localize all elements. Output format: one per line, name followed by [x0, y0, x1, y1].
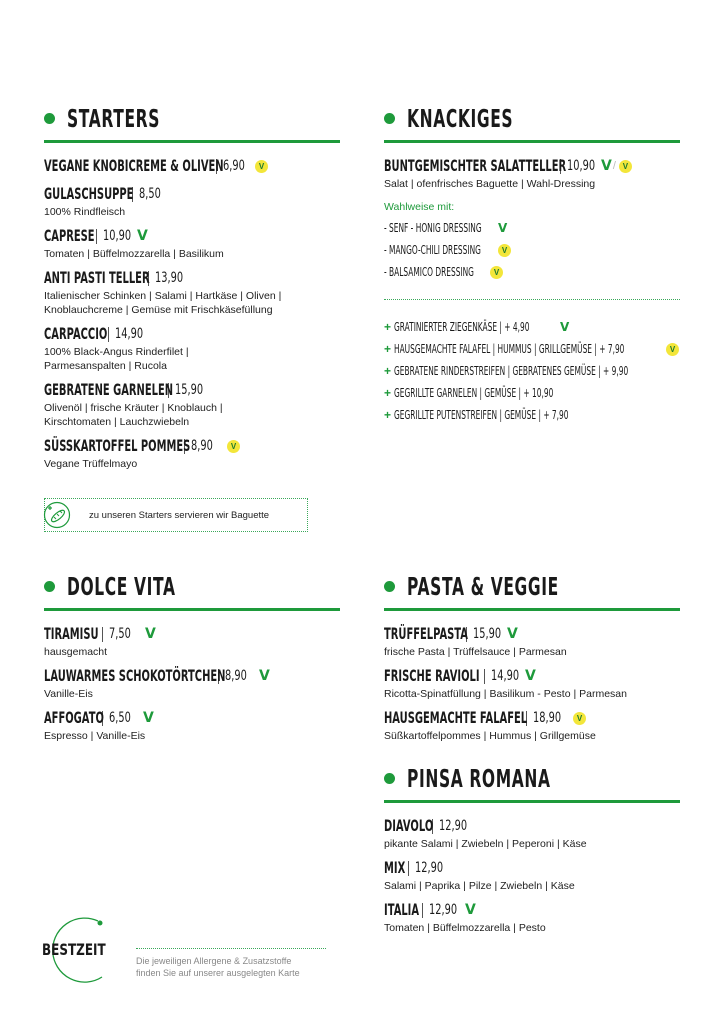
vegan-icon: V	[255, 160, 268, 173]
dressing-name: - BALSAMICO DRESSING	[384, 265, 474, 279]
addon-option	[384, 404, 680, 426]
starters-header	[44, 98, 340, 138]
allergen-note-line: Die jeweiligen Allergene & Zusatzstoffe	[136, 956, 292, 966]
section-title: STARTERS	[67, 103, 160, 133]
slash-divider: /	[612, 160, 616, 172]
dressing-option	[384, 239, 680, 261]
vegan-icon: V	[498, 244, 511, 257]
item-price: 6,50	[109, 710, 131, 726]
item-price: 18,90	[533, 710, 562, 726]
bullet-icon	[384, 581, 395, 592]
wahlweise-label: Wahlweise mit:	[384, 201, 455, 213]
bestzeit-logo	[42, 915, 122, 987]
section-rule	[44, 608, 340, 611]
menu-item	[384, 665, 680, 701]
knackiges-header	[384, 98, 680, 138]
divider	[384, 299, 680, 300]
menu-item	[384, 155, 680, 191]
vegetarian-icon: V	[507, 626, 518, 642]
addon-text: HAUSGEMACHTE FALAFEL | HUMMUS | GRILLGEMÜSE | + 7,90	[394, 342, 625, 356]
vegetarian-icon: V	[145, 626, 156, 642]
item-name: GEBRATENE GARNELEN	[44, 380, 174, 399]
plus-icon: +	[384, 342, 392, 356]
vegetarian-icon: V	[498, 221, 508, 235]
item-price: 8,90	[225, 668, 247, 684]
item-price: 12,90	[439, 818, 468, 834]
menu-item	[44, 623, 340, 659]
menu-item	[384, 707, 680, 743]
item-description: 100% Rindfleisch	[44, 206, 126, 218]
vegan-icon: V	[490, 266, 503, 279]
menu-item	[384, 623, 680, 659]
item-description: Italienischer Schinken | Salami | Hartkäse | Oliven | Knoblauchcreme | Gemüse mit Frischkäsefüllung	[44, 290, 282, 316]
item-price: 10,90	[103, 228, 132, 244]
section-title: PASTA & VEGGIE	[407, 571, 559, 601]
item-name: FRISCHE RAVIOLI	[384, 666, 480, 685]
section-rule	[384, 608, 680, 611]
addon-text: GRATINIERTER ZIEGENKÄSE | + 4,90	[394, 320, 530, 334]
item-name: VEGANE KNOBICREME & OLIVEN	[44, 156, 224, 175]
vegetarian-icon: V	[465, 902, 476, 918]
item-price: 14,90	[115, 326, 144, 342]
item-description: Vegane Trüffelmayo	[44, 458, 138, 470]
section-rule	[384, 140, 680, 143]
item-description: Espresso | Vanille-Eis	[44, 730, 146, 742]
vegetarian-icon: V	[560, 320, 570, 334]
item-name: BUNTGEMISCHTER SALATTELLER	[384, 156, 567, 175]
vegan-icon: V	[666, 343, 679, 356]
item-price: 8,90	[191, 438, 213, 454]
item-name: GULASCHSUPPE	[44, 184, 134, 203]
allergen-note-line: finden Sie auf unserer ausgelegten Karte	[136, 968, 300, 978]
baguette-icon	[43, 501, 71, 529]
logo-text: BESTZEIT	[42, 941, 106, 960]
item-price: 8,50	[139, 186, 161, 202]
addon-text: GEGRILLTE PUTENSTREIFEN | GEMÜSE | + 7,90	[394, 408, 569, 422]
bullet-icon	[384, 773, 395, 784]
menu-item	[384, 857, 680, 893]
vegetarian-icon: V	[143, 710, 154, 726]
item-name: CARPACCIO	[44, 324, 108, 343]
item-name: DIAVOLO	[384, 816, 434, 835]
vegetarian-icon: V	[137, 228, 148, 244]
item-description: frische Pasta | Trüffelsauce | Parmesan	[384, 646, 567, 658]
plus-icon: +	[384, 386, 392, 400]
bullet-icon	[44, 581, 55, 592]
item-description: 100% Black-Angus Rinderfilet | Parmesanspalten | Rucola	[44, 346, 189, 372]
section-title: DOLCE VITA	[67, 571, 176, 601]
menu-item	[384, 899, 680, 935]
dressing-option	[384, 217, 680, 239]
bullet-icon	[384, 113, 395, 124]
item-price: 14,90	[491, 668, 520, 684]
baguette-note	[44, 498, 308, 532]
item-price: 15,90	[473, 626, 502, 642]
addon-option	[384, 382, 680, 404]
pasta-section	[384, 566, 680, 749]
item-name: SÜSSKARTOFFEL POMMES	[44, 436, 191, 455]
plus-icon: +	[384, 320, 392, 334]
item-description: Ricotta-Spinatfüllung | Basilikum - Pesto | Parmesan	[384, 688, 627, 700]
pinsa-header	[384, 758, 680, 798]
menu-item	[44, 155, 340, 177]
plus-icon: +	[384, 364, 392, 378]
pasta-header	[384, 566, 680, 606]
vegan-icon: V	[573, 712, 586, 725]
vegetarian-icon: V	[525, 668, 536, 684]
dolce-header	[44, 566, 340, 606]
addon-option	[384, 316, 680, 338]
item-price: 12,90	[429, 902, 458, 918]
menu-item	[44, 323, 340, 373]
menu-item	[44, 267, 340, 317]
section-title: PINSA ROMANA	[407, 763, 551, 793]
item-description: Olivenöl | frische Kräuter | Knoblauch | Kirschtomaten | Lauchzwiebeln	[44, 402, 223, 428]
item-price: 6,90	[223, 158, 245, 174]
menu-item	[44, 707, 340, 743]
vegan-icon: V	[227, 440, 240, 453]
menu-item	[44, 183, 340, 219]
section-rule	[44, 140, 340, 143]
menu-item	[44, 435, 340, 471]
addon-option	[384, 338, 680, 360]
item-price: 10,90	[567, 158, 596, 174]
dressing-name: - MANGO-CHILI DRESSING	[384, 243, 481, 257]
item-description: pikante Salami | Zwiebeln | Peperoni | Käse	[384, 838, 587, 850]
menu-item	[44, 225, 340, 261]
item-name: HAUSGEMACHTE FALAFEL	[384, 708, 528, 727]
allergen-note	[136, 948, 326, 979]
item-price: 7,50	[109, 626, 131, 642]
item-price: 15,90	[175, 382, 204, 398]
item-description: Tomaten | Büffelmozzarella | Basilikum	[44, 248, 224, 260]
dressing-option	[384, 261, 680, 283]
item-description: Salami | Paprika | Pilze | Zwiebeln | Käse	[384, 880, 575, 892]
vegetarian-icon: V	[259, 668, 270, 684]
pinsa-section	[384, 758, 680, 941]
item-price: 12,90	[415, 860, 444, 876]
item-name: ANTI PASTI TELLER	[44, 268, 150, 287]
knackiges-section	[384, 98, 680, 426]
item-description: Vanille-Eis	[44, 688, 93, 700]
section-rule	[384, 800, 680, 803]
plus-icon: +	[384, 408, 392, 422]
bullet-icon	[44, 113, 55, 124]
item-name: MIX	[384, 858, 406, 877]
addon-text: GEBRATENE RINDERSTREIFEN | GEBRATENES GEMÜSE | + 9,90	[394, 364, 629, 378]
addon-text: GEGRILLTE GARNELEN | GEMÜSE | + 10,90	[394, 386, 554, 400]
vegan-icon: V	[619, 160, 632, 173]
item-description: Tomaten | Büffelmozzarella | Pesto	[384, 922, 546, 934]
item-name: TRÜFFELPASTA	[384, 624, 468, 643]
item-name: TIRAMISU	[44, 624, 99, 643]
addon-option	[384, 360, 680, 382]
dolce-section	[44, 566, 340, 749]
item-description: hausgemacht	[44, 646, 108, 658]
baguette-text: zu unseren Starters servieren wir Baguette	[89, 509, 270, 521]
menu-item	[44, 379, 340, 429]
item-name: CAPRESE	[44, 226, 95, 245]
vegetarian-icon: V	[601, 158, 612, 174]
dressing-name: - SENF - HONIG DRESSING	[384, 221, 482, 235]
section-title: KNACKIGES	[407, 103, 514, 133]
item-name: LAUWARMES SCHOKOTÖRTCHEN	[44, 666, 226, 685]
item-description: Salat | ofenfrisches Baguette | Wahl-Dressing	[384, 178, 596, 190]
starters-section	[44, 98, 340, 477]
menu-item	[44, 665, 340, 701]
item-name: ITALIA	[384, 900, 420, 919]
item-description: Süßkartoffelpommes | Hummus | Grillgemüse	[384, 730, 596, 742]
item-name: AFFOGATO	[44, 708, 104, 727]
menu-item	[384, 815, 680, 851]
item-price: 13,90	[155, 270, 184, 286]
